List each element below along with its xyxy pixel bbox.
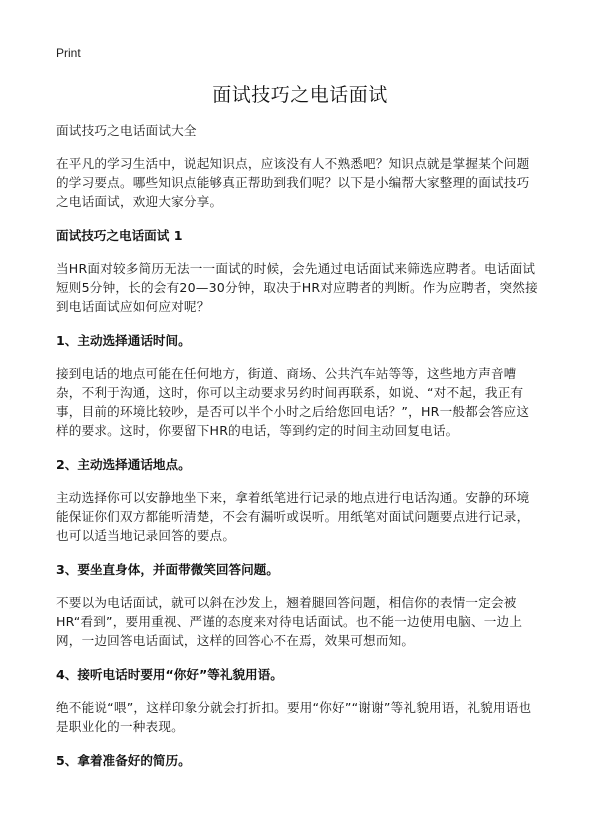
tip-text-4: 绝不能说“喂”，这样印象分就会打折扣。要用“你好”“谢谢”等礼貌用语，礼貌用语也是职业化的一种表现。 bbox=[56, 700, 532, 734]
tip-text-2: 主动选择你可以安静地坐下来，拿着纸笔进行记录的地点进行电话沟通。安静的环境能保证你们双方都能听清楚，不会有漏听或误听。用纸笔对面试问题要点进行记录，也可以适当地记录回答的要点。 bbox=[56, 490, 530, 543]
tip-heading-2: 2、主动选择通话地点。 bbox=[56, 457, 191, 472]
article-subtitle: 面试技巧之电话面试大全 bbox=[56, 123, 197, 138]
tip-text-3: 不要以为电话面试，就可以斜在沙发上，翘着腿回答问题，相信你的表情一定会被HR“看到”，要用重视、严谨的态度来对待电话面试。也不能一边使用电脑、一边上网，一边回答电话面试，这样的回答心不在焉，效果可想而知。 bbox=[56, 595, 523, 648]
section-heading: 面试技巧之电话面试 1 bbox=[56, 228, 183, 243]
section-paragraph: 当HR面对较多简历无法一一面试的时候，会先通过电话面试来筛选应聘者。电话面试短则5分钟，长的会有20—30分钟，取决于HR对应聘者的判断。作为应聘者，突然接到电话面试应如何应对呢？ bbox=[56, 261, 538, 314]
tip-heading-1: 1、主动选择通话时间。 bbox=[56, 333, 191, 348]
intro-paragraph: 在平凡的学习生活中，说起知识点，应该没有人不熟悉吧？知识点就是掌握某个问题的学习要点。哪些知识点能够真正帮助到我们呢？以下是小编帮大家整理的面试技巧之电话面试，欢迎大家分享。 bbox=[56, 156, 530, 209]
tip-heading-5: 5、拿着准备好的简历。 bbox=[56, 753, 191, 768]
print-link[interactable]: Print bbox=[56, 46, 81, 60]
tip-heading-4: 4、接听电话时要用“你好”等礼貌用语。 bbox=[56, 667, 283, 682]
tip-text-1: 接到电话的地点可能在任何地方，街道、商场、公共汽车站等等，这些地方声音嘈杂，不利于沟通，这时，你可以主动要求另约时间再联系，如说、“对不起，我正有事，目前的环境比较吵，是否可以半个小时之后给您回电话？”，HR一般都会答应这样的要求。这时，你要留下HR的电话，等到约定的时间主动回复电话。 bbox=[56, 366, 530, 438]
tip-heading-3: 3、要坐直身体，并面带微笑回答问题。 bbox=[56, 562, 279, 577]
article-body bbox=[56, 121, 540, 784]
page-title: 面试技巧之电话面试 bbox=[212, 84, 388, 106]
